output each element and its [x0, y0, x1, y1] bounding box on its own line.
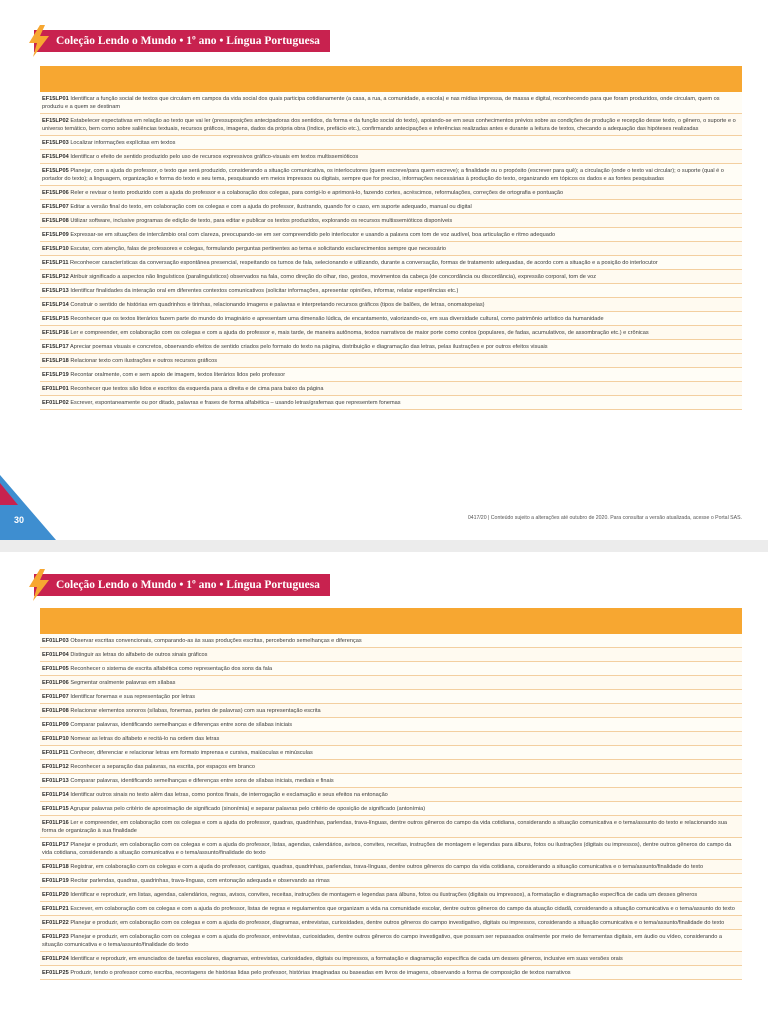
skill-code: EF01LP03	[42, 638, 69, 644]
page-number: 30	[14, 515, 25, 525]
skill-description: Planejar e produzir, em colaboração com os colegas e com a ajuda do professor, entrevistas, curiosidades, dentre outros gêneros do campo investigativo, que possam ser repassados oralmente por meio de ferramentas digitais, em áudio ou vídeo, considerando a situação comunicativa e o tema/assunto/finalidade do texto	[42, 934, 723, 948]
skill-description: Identificar a função social de textos que circulam em campos da vida social dos quais participa cotidianamente (a casa, a rua, a comunidade, a escola) e nas mídias impressa, de massa e digital, reconhecendo para que foram produzidos, onde circulam, quem os produziu e a quem se destinam	[42, 96, 720, 110]
lightning-bolt-icon	[26, 25, 52, 57]
skill-description: Identificar outros sinais no texto além das letras, como pontos finais, de interrogação e exclamação e seus efeitos na entonação	[70, 792, 388, 798]
skill-description: Apreciar poemas visuais e concretos, observando efeitos de sentido criados pelo formato do texto na página, distribuição e diagramação das letras, pelas ilustrações e por outros efeitos visuais	[70, 344, 548, 350]
skill-description: Identificar e reproduzir, em listas, agendas, calendários, regras, avisos, convites, receitas, instruções de montagem e legendas para álbuns, fotos ou ilustrações (digitais ou impressos), a formatação e diagramação específica de cada um desses gêneros	[70, 892, 698, 898]
skill-code: EF01LP22	[42, 920, 69, 926]
skill-code: EF15LP15	[42, 316, 69, 322]
table-row	[40, 340, 742, 354]
skill-description: Construir o sentido de histórias em quadrinhos e tirinhas, relacionando imagens e palavras e interpretando recursos gráficos (tipos de balões, de letras, onomatopeias)	[70, 302, 485, 308]
skill-code: EF15LP08	[42, 218, 69, 224]
skill-code: EF01LP13	[42, 778, 69, 784]
collection-title: Coleção Lendo o Mundo • 1º ano • Língua Portuguesa	[56, 579, 320, 591]
table-row	[40, 966, 742, 980]
skill-code: EF15LP02	[42, 118, 69, 124]
table-row	[40, 270, 742, 284]
lightning-bolt-icon	[26, 569, 52, 601]
skill-code: EF01LP04	[42, 652, 69, 658]
skill-code: EF15LP07	[42, 204, 69, 210]
table-row	[40, 802, 742, 816]
table-row	[40, 256, 742, 270]
skills-table	[40, 92, 742, 410]
table-row	[40, 788, 742, 802]
skill-code: EF15LP09	[42, 232, 69, 238]
skill-code: EF15LP14	[42, 302, 69, 308]
skill-description: Escrever, em colaboração com os colegas e com a ajuda do professor, listas de regras e regulamentos que organizam a vida na comunidade escolar, dentre outros gêneros do campo da atuação cidadã, considerando a situação comunicativa e o tema/assunto do texto	[70, 906, 735, 912]
skill-description: Identificar e reproduzir, em enunciados de tarefas escolares, diagramas, entrevistas, curiosidades, digitais ou impressos, a formatação e diagramação específica de cada um desses gêneros, inclusive em suas versões orais	[70, 956, 623, 962]
skill-description: Recitar parlendas, quadras, quadrinhas, trava-línguas, com entonação adequada e observando as rimas	[70, 878, 330, 884]
skill-description: Estabelecer expectativas em relação ao texto que vai ler (pressuposições antecipadoras dos sentidos, da forma e da função social do texto), apoiando-se em seus conhecimentos prévios sobre as condições de produção e recepção desse texto, o gênero, o suporte e o universo temático, bem como sobre saliências textuais, recursos gráficos, imagens, dados da própria obra (índice, prefácio etc.), confirmando antecipações e inferências realizadas antes e durante a leitura de textos, checando a adequação das hipóteses realizadas	[42, 118, 736, 132]
table-row	[40, 396, 742, 410]
table-row	[40, 200, 742, 214]
skill-description: Escrever, espontaneamente ou por ditado, palavras e frases de forma alfabética – usando letras/grafemas que representem fonemas	[70, 400, 401, 406]
skill-code: EF01LP12	[42, 764, 69, 770]
collection-title: Coleção Lendo o Mundo • 1º ano • Língua Portuguesa	[56, 35, 320, 47]
table-header-bar	[40, 66, 742, 92]
skill-code: EF01LP06	[42, 680, 69, 686]
table-header-bar	[40, 608, 742, 634]
skill-code: EF15LP05	[42, 168, 69, 174]
skill-description: Localizar informações explícitas em textos	[70, 140, 176, 146]
skill-code: EF15LP19	[42, 372, 69, 378]
skill-code: EF01LP21	[42, 906, 69, 912]
skill-description: Identificar o efeito de sentido produzido pelo uso de recursos expressivos gráfico-visuais em textos multissemióticos	[70, 154, 359, 160]
skill-description: Produzir, tendo o professor como escriba, recontagens de histórias lidas pelo professor, histórias imaginadas ou baseadas em livros de imagens, observando a forma de composição de textos narrativos	[70, 970, 571, 976]
skill-code: EF01LP05	[42, 666, 69, 672]
skill-code: EF15LP16	[42, 330, 69, 336]
skill-description: Recontar oralmente, com e sem apoio de imagem, textos literários lidos pelo professor	[70, 372, 286, 378]
skill-description: Distinguir as letras do alfabeto de outros sinais gráficos	[70, 652, 208, 658]
table-row	[40, 242, 742, 256]
table-row	[40, 186, 742, 200]
table-row	[40, 648, 742, 662]
skill-description: Relacionar texto com ilustrações e outros recursos gráficos	[70, 358, 218, 364]
table-row	[40, 902, 742, 916]
table-row	[40, 368, 742, 382]
skills-table	[40, 634, 742, 980]
skill-description: Relacionar elementos sonoros (sílabas, fonemas, partes de palavras) com sua representação escrita	[70, 708, 321, 714]
skill-code: EF01LP23	[42, 934, 69, 940]
skill-code: EF15LP11	[42, 260, 69, 266]
skill-description: Atribuir significado a aspectos não linguísticos (paralinguísticos) observados na fala, como direção do olhar, riso, gestos, movimentos da cabeça (de concordância ou discordância), expressão corporal, tom de voz	[70, 274, 597, 280]
skill-description: Agrupar palavras pelo critério de aproximação de significado (sinonímia) e separar palavras pelo critério de oposição de significado (antonímia)	[70, 806, 426, 812]
table-row	[40, 676, 742, 690]
table-row	[40, 704, 742, 718]
skill-code: EF15LP12	[42, 274, 69, 280]
table-row	[40, 92, 742, 114]
collection-banner	[34, 574, 330, 596]
skill-code: EF01LP07	[42, 694, 69, 700]
skill-code: EF01LP19	[42, 878, 69, 884]
skill-code: EF01LP25	[42, 970, 69, 976]
table-row	[40, 760, 742, 774]
table-row	[40, 718, 742, 732]
skill-code: EF01LP17	[42, 842, 69, 848]
page-separator	[0, 540, 768, 552]
document-page-2	[0, 552, 768, 1024]
skill-description: Reconhecer o sistema de escrita alfabética como representação dos sons da fala	[70, 666, 273, 672]
skill-code: EF15LP04	[42, 154, 69, 160]
skill-code: EF01LP09	[42, 722, 69, 728]
skill-code: EF15LP06	[42, 190, 69, 196]
skill-description: Conhecer, diferenciar e relacionar letras em formato imprensa e cursiva, maiúsculas e minúsculas	[70, 750, 313, 756]
skill-code: EF15LP17	[42, 344, 69, 350]
skill-description: Reconhecer que os textos literários fazem parte do mundo do imaginário e apresentam uma dimensão lúdica, de encantamento, valorizando-os, em sua diversidade cultural, como patrimônio artístico da humanidade	[70, 316, 604, 322]
skill-description: Registrar, em colaboração com os colegas e com a ajuda do professor, cantigas, quadras, quadrinhas, parlendas, trava-línguas, dentre outros gêneros do campo da vida cotidiana, considerando a situação comunicativa e o tema/assunto/finalidade do texto	[70, 864, 704, 870]
table-row	[40, 732, 742, 746]
table-row	[40, 888, 742, 902]
table-row	[40, 298, 742, 312]
skill-code: EF01LP16	[42, 820, 69, 826]
table-row	[40, 634, 742, 648]
table-row	[40, 916, 742, 930]
table-row	[40, 312, 742, 326]
table-row	[40, 354, 742, 368]
skill-description: Nomear as letras do alfabeto e recitá-lo na ordem das letras	[70, 736, 220, 742]
table-row	[40, 214, 742, 228]
table-row	[40, 150, 742, 164]
table-row	[40, 164, 742, 186]
skill-description: Comparar palavras, identificando semelhanças e diferenças entre sons de sílabas iniciais	[70, 722, 293, 728]
table-row	[40, 816, 742, 838]
skill-description: Reconhecer a separação das palavras, na escrita, por espaços em branco	[70, 764, 256, 770]
skill-description: Segmentar oralmente palavras em sílabas	[70, 680, 176, 686]
skill-description: Ler e compreender, em colaboração com os colegas e com a ajuda do professor e, mais tarde, de maneira autônoma, textos narrativos de maior porte como contos (populares, de fadas, acumulativos, de assombração etc.) e crônicas	[70, 330, 649, 336]
table-row	[40, 136, 742, 150]
table-row	[40, 662, 742, 676]
skill-code: EF15LP10	[42, 246, 69, 252]
skill-code: EF01LP08	[42, 708, 69, 714]
skill-description: Reler e revisar o texto produzido com a ajuda do professor e a colaboração dos colegas, para corrigi-lo e aprimorá-lo, fazendo cortes, acréscimos, reformulações, correções de ortografia e pontuação	[70, 190, 564, 196]
skill-description: Reconhecer que textos são lidos e escritos da esquerda para a direita e de cima para baixo da página	[70, 386, 324, 392]
skill-code: EF01LP02	[42, 400, 69, 406]
skill-description: Reconhecer características da conversação espontânea presencial, respeitando os turnos de fala, selecionando e utilizando, durante a conversação, formas de tratamento adequadas, de acordo com a situação e a posição do interlocutor	[70, 260, 658, 266]
table-row	[40, 382, 742, 396]
table-row	[40, 228, 742, 242]
table-row	[40, 952, 742, 966]
table-row	[40, 774, 742, 788]
table-row	[40, 326, 742, 340]
skill-code: EF01LP24	[42, 956, 69, 962]
skill-code: EF15LP13	[42, 288, 69, 294]
skill-description: Editar a versão final do texto, em colaboração com os colegas e com a ajuda do professor, ilustrando, quando for o caso, em suporte adequado, manual ou digital	[70, 204, 472, 210]
skill-description: Identificar fonemas e sua representação por letras	[70, 694, 195, 700]
skill-code: EF15LP03	[42, 140, 69, 146]
skill-description: Ler e compreender, em colaboração com os colegas e com a ajuda do professor, quadras, quadrinhas, parlendas, trava-línguas, dentre outros gêneros do campo da vida cotidiana, considerando a situação comunicativa e o tema/assunto do texto e relacionando sua forma de organização à sua finalidade	[42, 820, 728, 834]
skill-description: Utilizar software, inclusive programas de edição de texto, para editar e publicar os textos produzidos, explorando os recursos multissemióticos disponíveis	[70, 218, 453, 224]
table-row	[40, 690, 742, 704]
table-row	[40, 838, 742, 860]
table-row	[40, 860, 742, 874]
table-row	[40, 114, 742, 136]
skill-code: EF01LP14	[42, 792, 69, 798]
table-row	[40, 874, 742, 888]
table-row	[40, 284, 742, 298]
table-row	[40, 930, 742, 952]
skill-description: Identificar finalidades da interação oral em diferentes contextos comunicativos (solicitar informações, apresentar opiniões, informar, relatar experiências etc.)	[70, 288, 459, 294]
collection-banner	[34, 30, 330, 52]
page-footer: 0417/20 | Conteúdo sujeito a alterações até outubro de 2020. Para consultar a versão atualizada, acesse o Portal SAS.	[467, 515, 742, 521]
skill-code: EF01LP15	[42, 806, 69, 812]
skill-code: EF01LP10	[42, 736, 69, 742]
skill-code: EF15LP18	[42, 358, 69, 364]
skill-code: EF01LP20	[42, 892, 69, 898]
table-row	[40, 746, 742, 760]
skill-code: EF01LP01	[42, 386, 69, 392]
skill-code: EF01LP18	[42, 864, 69, 870]
skill-code: EF15LP01	[42, 96, 69, 102]
skill-description: Planejar, com a ajuda do professor, o texto que será produzido, considerando a situação comunicativa, os interlocutores (quem escreve/para quem escreve); a finalidade ou o propósito (escrever para quê); a circulação (onde o texto vai circular); o suporte (qual é o portador do texto); a linguagem, organização e forma do texto e seu tema, pesquisando em meios impressos ou digitais, sempre que for preciso, informações necessárias à produção do texto, organizando em tópicos os dados e as fontes pesquisadas	[42, 168, 724, 182]
page-corner-decoration	[0, 475, 56, 540]
skill-description: Comparar palavras, identificando semelhanças e diferenças entre sons de sílabas iniciais, mediais e finais	[70, 778, 334, 784]
skill-description: Expressar-se em situações de intercâmbio oral com clareza, preocupando-se em ser compreendido pelo interlocutor e usando a palavra com tom de voz audível, boa articulação e ritmo adequado	[70, 232, 556, 238]
skill-description: Escutar, com atenção, falas de professores e colegas, formulando perguntas pertinentes ao tema e solicitando esclarecimentos sempre que necessário	[70, 246, 446, 252]
skill-description: Observar escritas convencionais, comparando-as às suas produções escritas, percebendo semelhanças e diferenças	[70, 638, 362, 644]
skill-description: Planejar e produzir, em colaboração com os colegas e com a ajuda do professor, diagramas, entrevistas, curiosidades, dentre outros gêneros do campo investigativo, digitais ou impressos, considerando a situação comunicativa e o tema/assunto/finalidade do texto	[70, 920, 725, 926]
skill-code: EF01LP11	[42, 750, 69, 756]
skill-description: Planejar e produzir, em colaboração com os colegas e com a ajuda do professor, listas, agendas, calendários, avisos, convites, receitas, instruções de montagem e legendas para álbuns, fotos ou ilustrações (digitais ou impressos), dentre outros gêneros do campo da vida cotidiana, considerando a situação comunicativa e o tema/assunto/finalidade do texto	[42, 842, 732, 856]
